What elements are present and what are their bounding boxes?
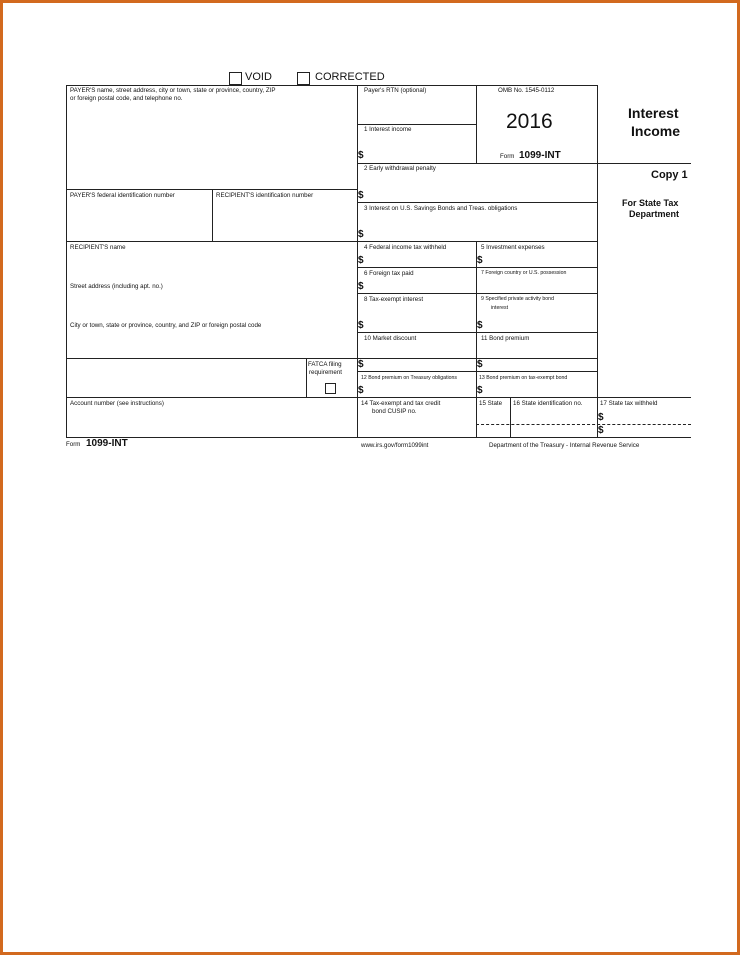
for-state-label: For State Tax (622, 198, 679, 208)
tax-year: 2016 (506, 110, 553, 133)
account-number-label: Account number (see instructions) (70, 400, 164, 407)
street-address-label: Street address (including apt. no.) (70, 283, 163, 290)
box17-dollar-2: $ (598, 425, 604, 436)
payer-name-label: PAYER'S name, street address, city or town, state or province, country, ZIP (70, 87, 276, 94)
box7-label: 7 Foreign country or U.S. possession (481, 270, 567, 276)
copy-label: Copy 1 (651, 169, 688, 181)
box3-dollar: $ (358, 229, 364, 240)
box6-label: 6 Foreign tax paid (364, 270, 414, 277)
box17-dollar-1: $ (598, 412, 604, 423)
box2-dollar: $ (358, 190, 364, 201)
footer-form-name: 1099-INT (86, 438, 128, 449)
box8-dollar: $ (358, 320, 364, 331)
form-name: 1099-INT (519, 150, 561, 161)
box12-dollar: $ (358, 385, 364, 396)
form-prefix-label: Form (500, 153, 515, 160)
omb-number: OMB No. 1545-0112 (498, 87, 555, 94)
footer-url: www.irs.gov/form1099int (361, 442, 429, 449)
city-label: City or town, state or province, country, and ZIP or foreign postal code (70, 322, 262, 329)
box14-label: 14 Tax-exempt and tax credit (361, 400, 441, 407)
footer-form-prefix: Form (66, 441, 81, 448)
void-label: VOID (245, 71, 272, 83)
box1-dollar: $ (358, 150, 364, 161)
recipient-tin-label: RECIPIENT'S identification number (216, 192, 314, 199)
box4-dollar: $ (358, 255, 364, 266)
box2-label: 2 Early withdrawal penalty (364, 165, 436, 172)
payer-name-label-cont: or foreign postal code, and telephone no. (70, 95, 183, 102)
box11-dollar: $ (477, 359, 483, 370)
corrected-label: CORRECTED (315, 71, 385, 83)
corrected-checkbox[interactable] (297, 72, 310, 85)
box5-label: 5 Investment expenses (481, 244, 545, 251)
box10-label: 10 Market discount (364, 335, 417, 342)
box12-label: 12 Bond premium on Treasury obligations (361, 375, 458, 381)
box11-label: 11 Bond premium (481, 335, 530, 342)
box4-label: 4 Federal income tax withheld (364, 244, 447, 251)
fatca-label: FATCA filing (308, 361, 342, 368)
box9-label-cont: interest (491, 305, 509, 311)
box6-dollar: $ (358, 281, 364, 292)
footer-department: Department of the Treasury - Internal Revenue Service (489, 442, 640, 449)
box3-label: 3 Interest on U.S. Savings Bonds and Treas. obligations (364, 205, 518, 212)
box15-label: 15 State (479, 400, 503, 407)
box10-dollar: $ (358, 359, 364, 370)
box9-label: 9 Specified private activity bond (481, 296, 554, 302)
box17-label: 17 State tax withheld (600, 400, 658, 407)
box8-label: 8 Tax-exempt interest (364, 296, 424, 303)
fatca-checkbox[interactable] (325, 383, 336, 394)
box16-label: 16 State identification no. (513, 400, 583, 407)
void-checkbox[interactable] (229, 72, 242, 85)
box9-dollar: $ (477, 320, 483, 331)
box13-dollar: $ (477, 385, 483, 396)
fatca-label-cont: requirement (309, 369, 343, 376)
box13-label: 13 Bond premium on tax-exempt bond (479, 375, 568, 381)
for-state-label-cont: Department (629, 209, 680, 219)
recipient-name-label: RECIPIENT'S name (70, 244, 126, 251)
payer-tin-label: PAYER'S federal identification number (70, 192, 175, 199)
box14-label-cont: bond CUSIP no. (372, 408, 417, 415)
form-title: Interest (628, 105, 679, 121)
form-title-cont: Income (631, 123, 681, 139)
box5-dollar: $ (477, 255, 483, 266)
payer-rtn-label: Payer's RTN (optional) (364, 87, 427, 94)
box1-label: 1 Interest income (364, 126, 412, 133)
